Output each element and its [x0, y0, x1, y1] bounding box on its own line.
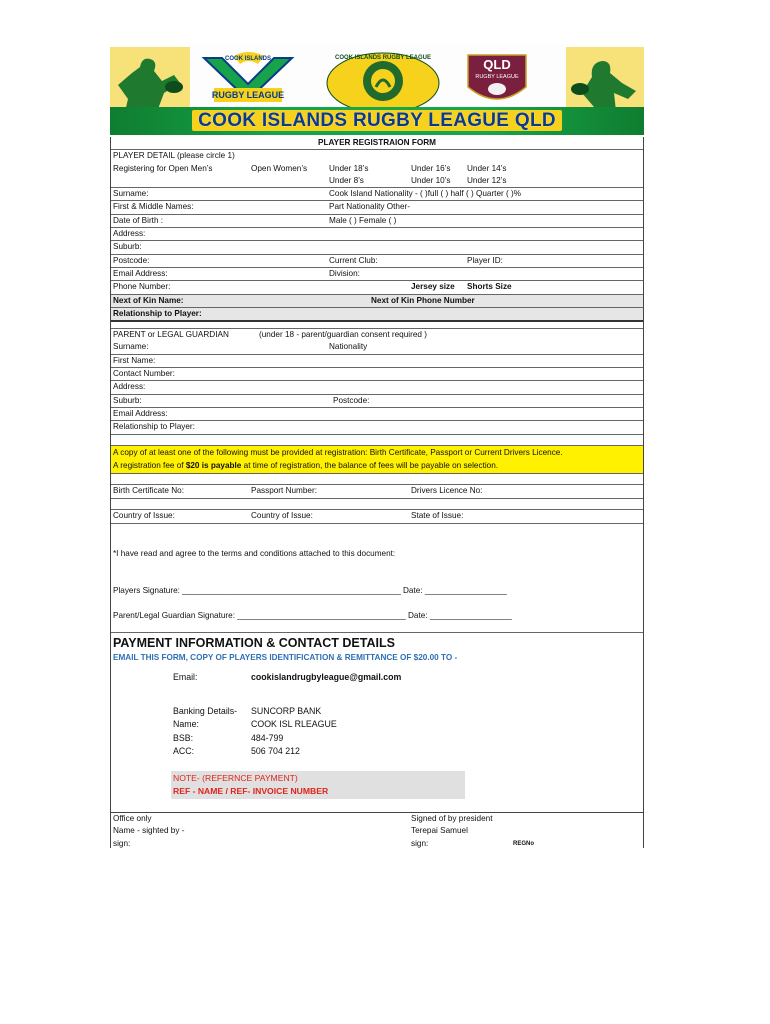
acc-value: 506 704 212	[251, 746, 300, 757]
email-label: Email Address:	[113, 268, 168, 278]
logo-mid-text: COOK ISLANDS RUGBY LEAGUE	[335, 55, 431, 61]
signed-by-label: Signed of by president	[411, 813, 493, 823]
name-sighted-label: Name - sighted by -	[113, 826, 185, 836]
banking-values	[251, 705, 337, 759]
gender-options[interactable]: Male ( ) Female ( )	[329, 215, 397, 225]
country-row	[111, 510, 643, 524]
notice-line-2: A registration fee of $20 is payable at time of registration, the balance of fees will be payable on selection.	[113, 460, 499, 470]
first-names-row	[111, 201, 643, 214]
office-sign-label: sign:	[113, 838, 131, 848]
guardian-email-label: Email Address:	[113, 408, 168, 418]
banking-label: Banking Details-	[173, 705, 238, 716]
form-title-row	[111, 137, 643, 150]
postcode-row	[111, 255, 643, 268]
spacer-row-4	[111, 499, 643, 510]
guardian-consent-note: (under 18 - parent/guardian consent required )	[259, 330, 427, 340]
agreement-block	[111, 524, 643, 633]
part-nationality-label: Part Nationality Other-	[329, 202, 410, 212]
player-detail-row	[111, 150, 643, 162]
logo-left-top-text: COOK ISLANDS	[224, 56, 272, 62]
guardian-contact-row	[111, 368, 643, 381]
open-mens-option[interactable]: Registering for Open Men’s	[113, 163, 213, 173]
licence-label: Drivers Licence No:	[411, 485, 483, 495]
relationship-row	[111, 308, 643, 322]
passport-label: Passport Number:	[251, 485, 317, 495]
surname-label: Surname:	[113, 189, 149, 199]
country-issue-1-label: Country of Issue:	[113, 510, 175, 520]
banking-labels	[173, 705, 237, 759]
category-row-1	[111, 163, 643, 175]
form-title: PLAYER REGISTRAION FORM	[318, 138, 436, 147]
under10-option[interactable]: Under 10’s	[411, 175, 451, 185]
guardian-nationality-label: Nationality	[329, 342, 368, 352]
payment-subtitle: EMAIL THIS FORM, COPY OF PLAYERS IDENTIFICATION & REMITTANCE OF $20.00 TO -	[113, 652, 458, 662]
contact-email[interactable]: cookislandrugbyleague@gmail.com	[251, 671, 402, 682]
guardian-address-label: Address:	[113, 382, 146, 392]
qld-rugby-league-logo-icon	[462, 51, 532, 107]
notice-line-1: A copy of at least one of the following must be provided at registration: Birth Certificate, Passport or Current Drivers Licence.	[113, 447, 563, 457]
suburb-label: Suburb:	[113, 242, 142, 252]
division-label: Division:	[329, 268, 360, 278]
spacer-row-2	[111, 435, 643, 446]
id-numbers-row	[111, 485, 643, 499]
relationship-label: Relationship to Player:	[113, 308, 202, 318]
bsb-label: BSB:	[173, 732, 194, 743]
payment-title: PAYMENT INFORMATION & CONTACT DETAILS	[113, 635, 395, 650]
suburb-row	[111, 241, 643, 254]
registration-sheet	[110, 45, 644, 848]
spacer-row-3	[111, 474, 643, 485]
under12-option[interactable]: Under 12’s	[467, 175, 507, 185]
logo-right-top-text: QLD	[483, 57, 511, 72]
state-issue-label: State of Issue:	[411, 510, 464, 520]
spacer-row	[111, 322, 643, 329]
player-detail-label: PLAYER DETAIL (please circle 1)	[113, 151, 235, 161]
surname-row	[111, 188, 643, 201]
guardian-relationship-label: Relationship to Player:	[113, 422, 195, 432]
guardian-first-name-row	[111, 355, 643, 368]
postcode-label: Postcode:	[113, 255, 150, 265]
logo-left-bottom-text: RUGBY LEAGUE	[211, 90, 285, 100]
office-use-block	[111, 813, 643, 848]
guardian-suburb-label: Suburb:	[113, 395, 142, 405]
id-requirement-notice	[111, 446, 643, 474]
guardian-contact-label: Contact Number:	[113, 369, 175, 379]
guardian-signature-line[interactable]: Parent/Legal Guardian Signature: _____________________________________ Date: __________________	[113, 610, 512, 620]
account-name: COOK ISL RLEAGUE	[251, 719, 337, 730]
first-middle-names-label: First & Middle Names:	[113, 202, 194, 212]
account-name-label: Name:	[173, 719, 199, 730]
guardian-heading-row	[111, 329, 643, 341]
president-name: Terepai Samuel	[411, 826, 468, 836]
dob-label: Date of Birth :	[113, 215, 164, 225]
players-signature-line[interactable]: Players Signature: ________________________________________________ Date: __________________	[113, 585, 507, 595]
category-row-2	[111, 175, 643, 188]
guardian-heading: PARENT or LEGAL GUARDIAN	[113, 330, 229, 340]
terms-statement: *I have read and agree to the terms and conditions attached to this document:	[113, 548, 396, 558]
kin-phone-label: Next of Kin Phone Number	[371, 295, 475, 305]
guardian-surname-row	[111, 341, 643, 354]
under8-option[interactable]: Under 8’s	[329, 175, 364, 185]
under16-option[interactable]: Under 16’s	[411, 163, 451, 173]
phone-label: Phone Number:	[113, 282, 171, 292]
logo-right-bottom-text: RUGBY LEAGUE	[475, 74, 519, 80]
under18-option[interactable]: Under 18’s	[329, 163, 369, 173]
cook-islands-rugby-logo-icon	[194, 50, 302, 108]
guardian-suburb-row	[111, 395, 643, 408]
guardian-email-row	[111, 408, 643, 421]
phone-row	[111, 281, 643, 294]
header-banner	[110, 45, 644, 137]
office-right	[411, 813, 492, 851]
payment-reference-note	[171, 771, 465, 799]
president-sign-label: sign:	[411, 838, 429, 848]
bank-name: SUNCORP BANK	[251, 705, 322, 716]
guardian-relationship-row	[111, 421, 643, 434]
nationality-options[interactable]: Cook Island Nationality - ( )full ( ) half ( ) Quarter ( )%	[329, 189, 522, 199]
address-label: Address:	[113, 229, 146, 239]
player-registration-form	[110, 137, 644, 848]
next-of-kin-row	[111, 295, 643, 308]
address-row	[111, 228, 643, 241]
guardian-address-row	[111, 381, 643, 394]
payment-block	[111, 633, 643, 813]
acc-label: ACC:	[173, 746, 195, 757]
current-club-label: Current Club:	[329, 255, 378, 265]
dob-row	[111, 215, 643, 228]
birth-cert-label: Birth Certificate No:	[113, 485, 184, 495]
office-only-label: Office only	[113, 813, 152, 823]
open-womens-option[interactable]: Open Women’s	[251, 163, 308, 173]
office-left	[113, 813, 184, 851]
jersey-size-label: Jersey size	[411, 282, 455, 292]
guardian-surname-label: Surname:	[113, 342, 149, 352]
cook-islands-emblem-icon	[318, 49, 448, 109]
note-line-2: REF - NAME / REF- INVOICE NUMBER	[173, 785, 329, 796]
bsb-value: 484-799	[251, 732, 284, 743]
guardian-first-name-label: First Name:	[113, 355, 156, 365]
under14-option[interactable]: Under 14’s	[467, 163, 507, 173]
shorts-size-label: Shorts Size	[467, 282, 512, 292]
regno-label: REGNo	[513, 840, 534, 847]
player-id-label: Player ID:	[467, 255, 503, 265]
email-label-pay: Email:	[173, 671, 198, 682]
next-of-kin-label: Next of Kin Name:	[113, 295, 184, 305]
country-issue-2-label: Country of Issue:	[251, 510, 313, 520]
note-line-1: NOTE- (REFERNCE PAYMENT)	[173, 772, 298, 783]
club-title: COOK ISLANDS RUGBY LEAGUE QLD	[110, 107, 644, 135]
email-row	[111, 268, 643, 281]
guardian-postcode-label: Postcode:	[333, 395, 370, 405]
